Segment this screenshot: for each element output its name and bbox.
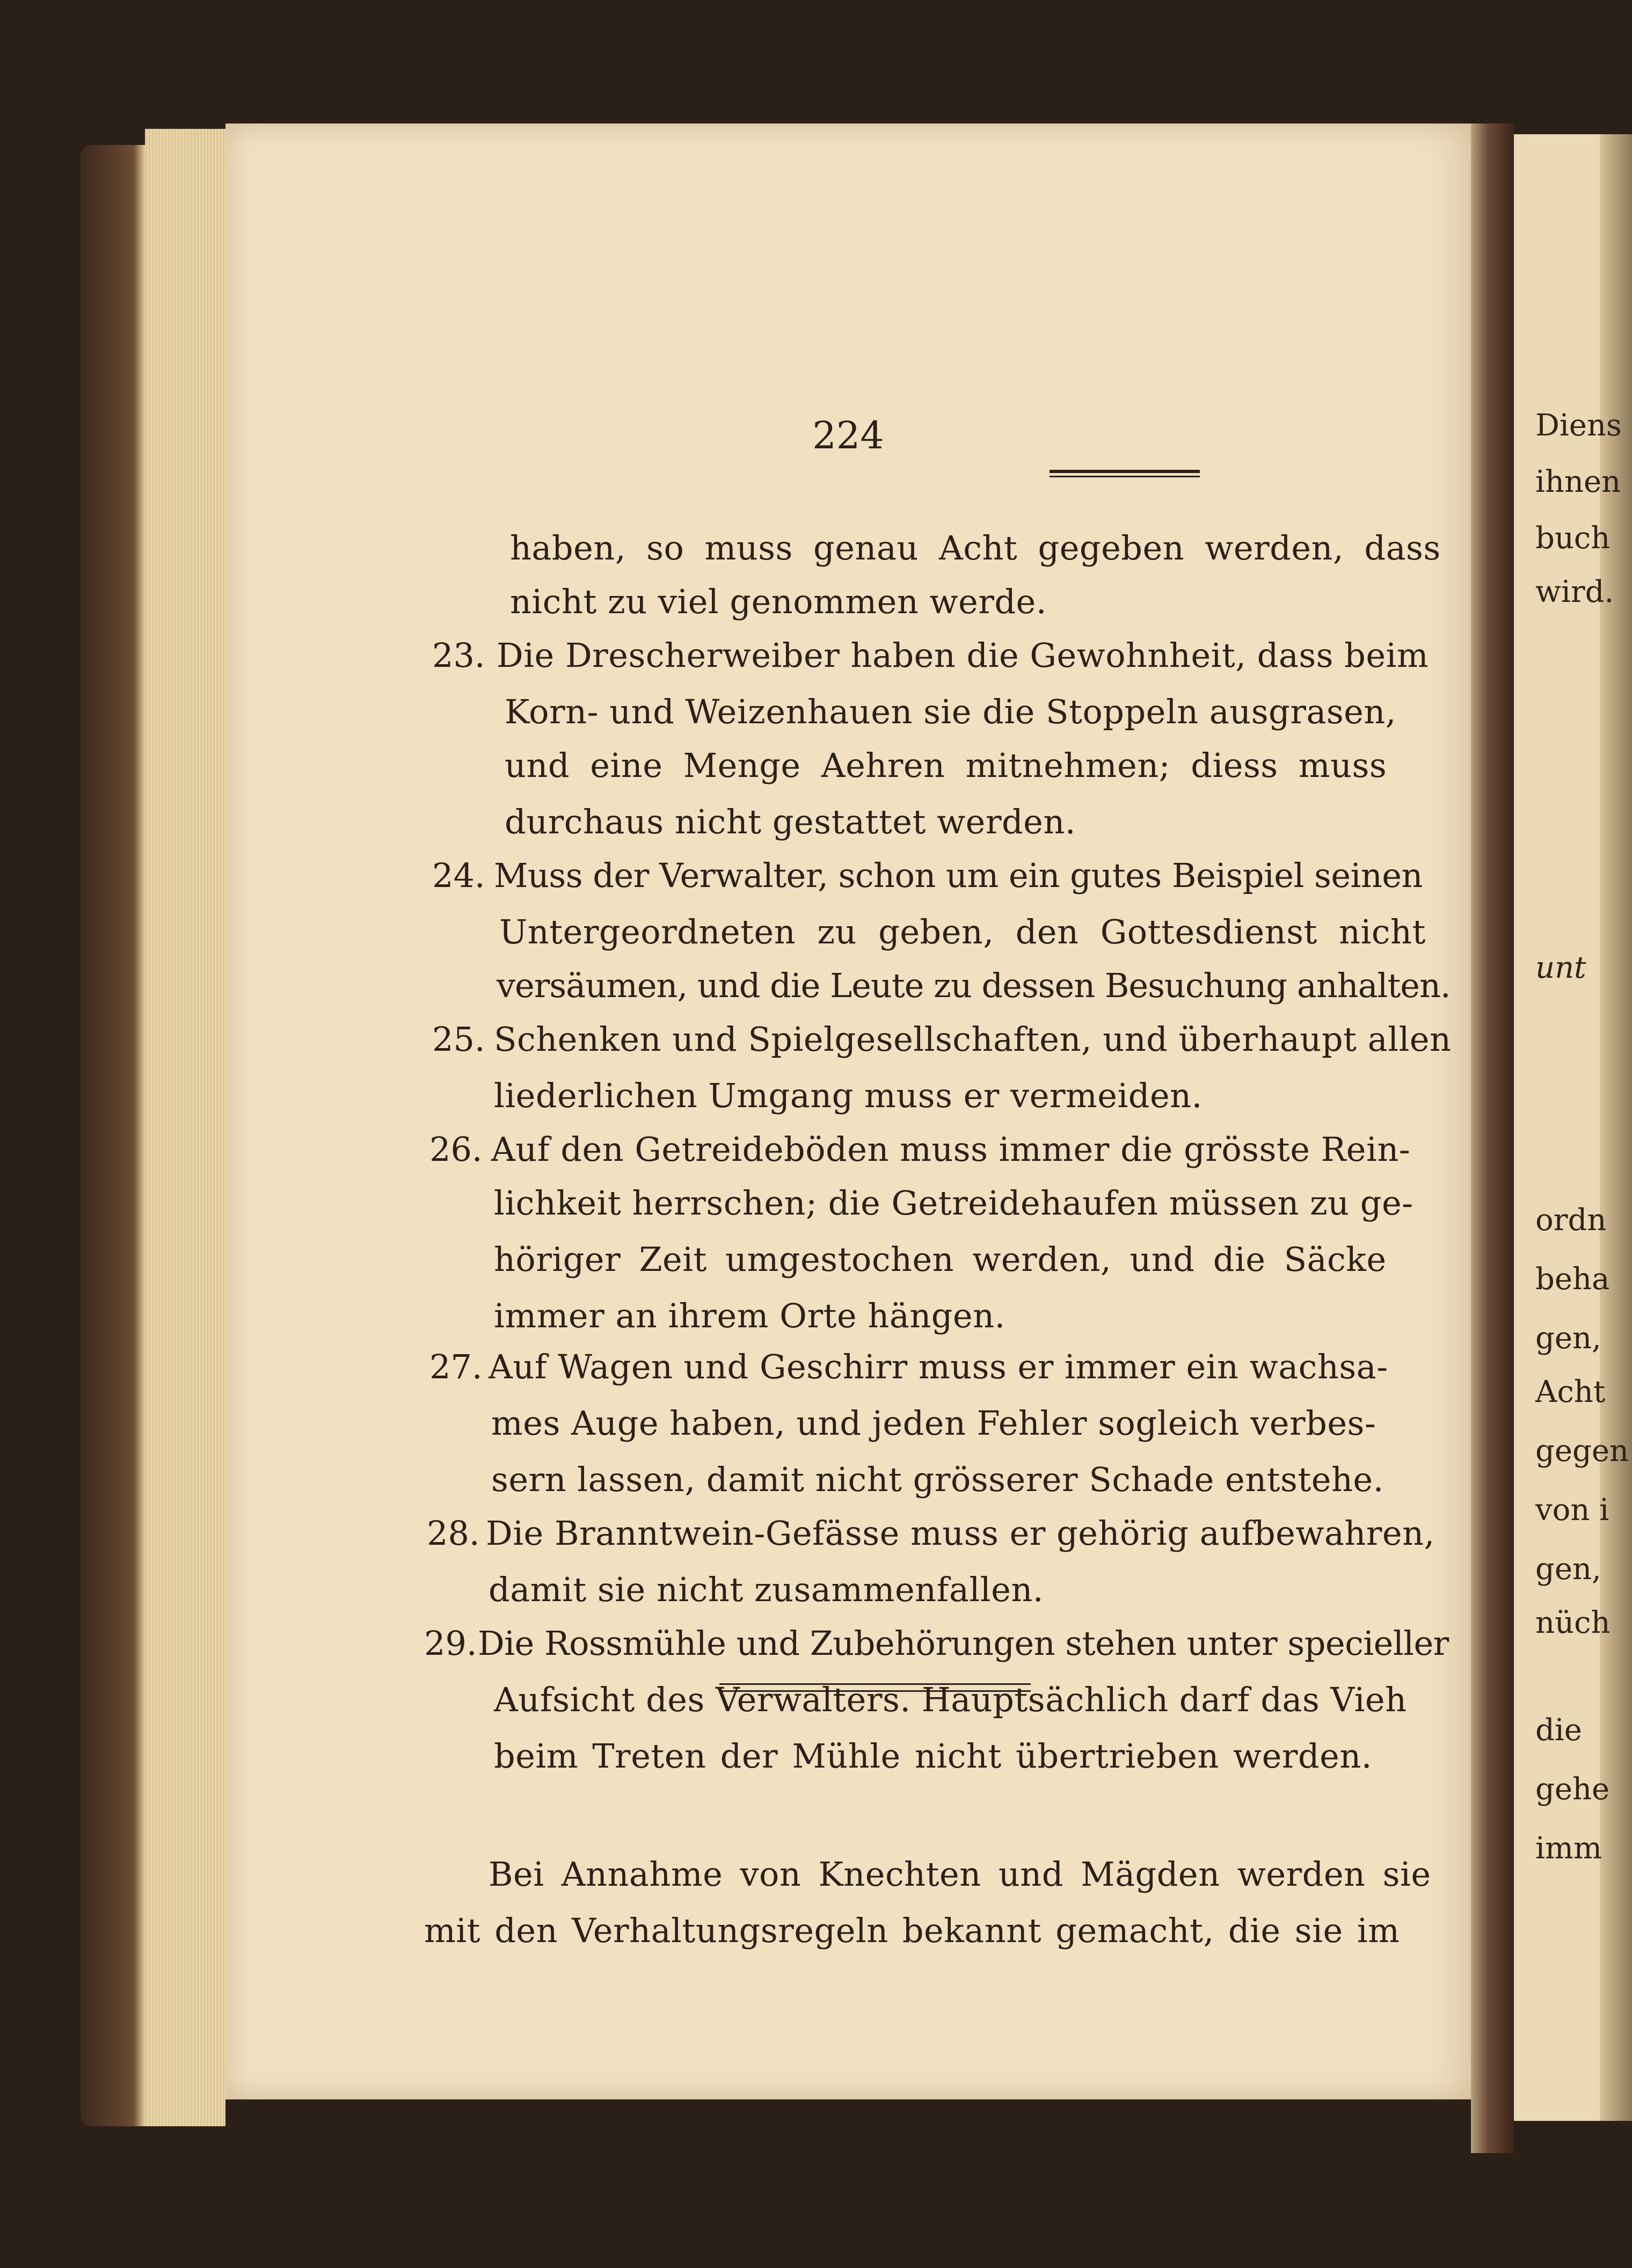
- text-line: Bei Annahme von Knechten und Mägden werden sie: [489, 1855, 1431, 1894]
- text-line: Auf Wagen und Geschirr muss er immer ein wachsa-: [489, 1347, 1388, 1386]
- next-page-edge: [1514, 134, 1632, 2121]
- next-page-fragment: wird.: [1535, 575, 1614, 609]
- text-line: höriger Zeit umgestochen werden, und die Säcke: [494, 1240, 1387, 1279]
- item-number: 29.: [424, 1624, 477, 1663]
- text-line: haben, so muss genau Acht gegeben werden, dass: [510, 528, 1441, 568]
- text-line: Die Drescherweiber haben die Gewohnheit, dass beim: [497, 636, 1429, 675]
- next-page-fragment: gen,: [1535, 1321, 1601, 1356]
- book-gutter: [1471, 123, 1514, 2153]
- text-line: Schenken und Spielgesellschaften, und überhaupt allen: [494, 1020, 1452, 1059]
- text-line: beim Treten der Mühle nicht übertrieben werden.: [494, 1736, 1372, 1776]
- section-rule: [719, 1683, 1031, 1692]
- text-line: versäumen, und die Leute zu dessen Besuchung anhalten.: [497, 966, 1451, 1005]
- text-line: liederlichen Umgang muss er vermeiden.: [494, 1076, 1203, 1115]
- text-line: Aufsicht des Verwalters. Hauptsächlich darf das Vieh: [494, 1680, 1407, 1719]
- item-number: 28.: [427, 1514, 480, 1553]
- item-number: 27.: [429, 1347, 483, 1386]
- next-page-fragment: ihnen: [1535, 464, 1621, 499]
- next-page-fragment: buch: [1535, 521, 1611, 556]
- next-page-fragment: gehe: [1535, 1772, 1610, 1807]
- page-edges: [145, 129, 225, 2126]
- text-line: Muss der Verwalter, schon um ein gutes Beispiel seinen: [494, 856, 1423, 895]
- text-line: und eine Menge Aehren mitnehmen; diess muss: [505, 746, 1387, 785]
- text-line: Auf den Getreideböden muss immer die grösste Rein-: [491, 1130, 1411, 1169]
- text-line: damit sie nicht zusammenfallen.: [489, 1570, 1044, 1609]
- text-line: nicht zu viel genommen werde.: [510, 582, 1047, 621]
- text-line: sern lassen, damit nicht grösserer Schade entstehe.: [491, 1460, 1384, 1499]
- item-number: 23.: [432, 636, 485, 675]
- next-page-fragment: beha: [1535, 1262, 1610, 1297]
- text-line: mit den Verhaltungsregeln bekannt gemacht, die sie im: [424, 1911, 1400, 1950]
- text-line: lichkeit herrschen; die Getreidehaufen müssen zu ge-: [494, 1183, 1414, 1223]
- item-number: 24.: [432, 856, 485, 895]
- next-page-fragment: gegen: [1535, 1434, 1629, 1469]
- text-line: Untergeordneten zu geben, den Gottesdienst nicht: [499, 912, 1426, 951]
- text-line: Korn- und Weizenhauen sie die Stoppeln ausgrasen,: [505, 692, 1396, 731]
- next-page-fragment: von i: [1535, 1493, 1609, 1528]
- item-number: 26.: [429, 1130, 483, 1169]
- text-line: durchaus nicht gestattet werden.: [505, 802, 1076, 841]
- header-rule: [1050, 470, 1200, 477]
- book-page: [225, 123, 1471, 2099]
- next-page-fragment: gen,: [1535, 1552, 1601, 1587]
- text-line: immer an ihrem Orte hängen.: [494, 1296, 1006, 1335]
- text-line: Die Branntwein-Gefässe muss er gehörig aufbewahren,: [486, 1514, 1435, 1553]
- next-page-fragment: die: [1535, 1713, 1582, 1748]
- item-number: 25.: [432, 1020, 485, 1059]
- next-page-fragment: nüch: [1535, 1605, 1611, 1640]
- next-page-fragment: Acht: [1535, 1375, 1606, 1409]
- next-page-fragment: Diens: [1535, 408, 1622, 443]
- next-page-fragment: imm: [1535, 1831, 1602, 1866]
- page-number: 224: [812, 413, 884, 457]
- next-page-fragment: ordn: [1535, 1203, 1607, 1238]
- next-page-fragment: unt: [1535, 950, 1586, 985]
- text-line: Die Rossmühle und Zubehörungen stehen unter specieller: [478, 1624, 1449, 1663]
- text-line: mes Auge haben, und jeden Fehler sogleich verbes-: [491, 1404, 1376, 1443]
